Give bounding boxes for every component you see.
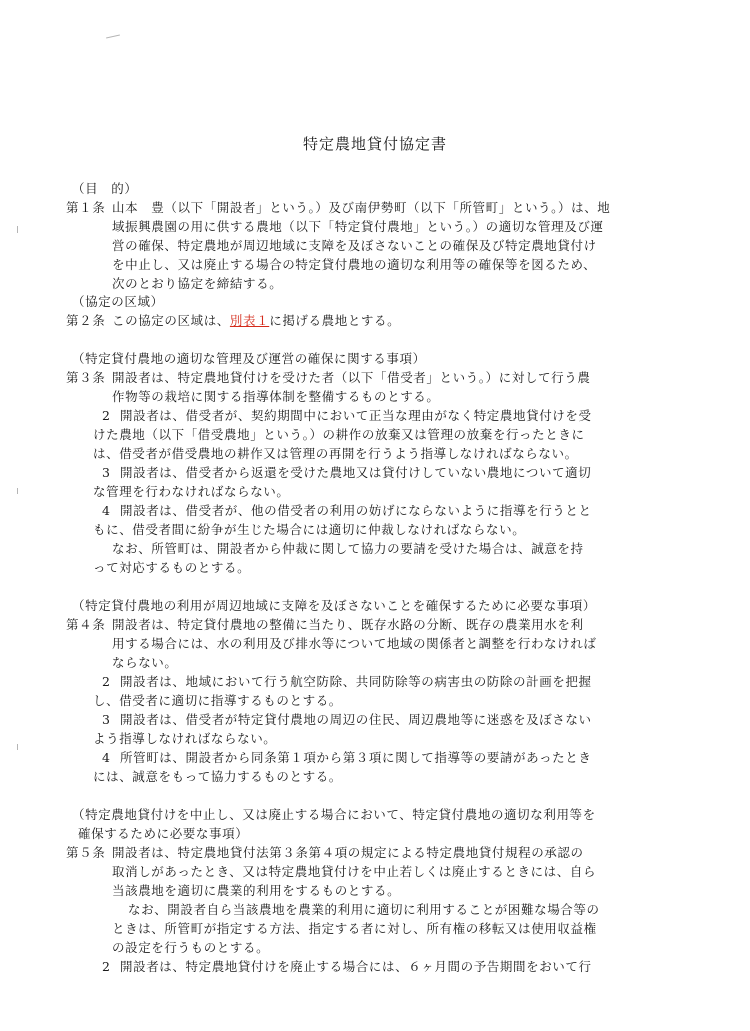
article-5-line: 第５条 開設者は、特定農地貸付法第３条第４項の規定による特定農地貸付規程の承認の [66, 845, 584, 860]
article-3-para-4: なお、所管町は、開設者から仲裁に関して協力の要請を受けた場合は、誠意を持 [112, 541, 584, 556]
article-1-line: を中止し、又は廃止する場合の特定貸付農地の適切な利用等の確保等を図るため、 [112, 257, 597, 272]
article-4-para-3: 3 開設者は、借受者が特定貸付農地の周辺の住民、周辺農地等に迷惑を及ぼさない [102, 712, 592, 727]
article-1-line: 次のとおり協定を締結する。 [112, 276, 283, 291]
article-5-number: 第５条 [66, 845, 106, 860]
article-4-line: ならない。 [112, 655, 178, 670]
article-5-para-2: 2 開設者は、特定農地貸付けを廃止する場合には、６ヶ月間の予告期間をおいて行 [102, 959, 592, 974]
article-1-heading: （目 的） [72, 181, 138, 196]
article-4-para-4: 4 所管町は、開設者から同条第１項から第３項に関して指導等の要請があったとき [102, 750, 592, 765]
article-5-line: の設定を行うものとする。 [112, 940, 270, 955]
article-5-line: ときは、所管町が指定する方法、指定する者に対し、所有権の移転又は使用収益権 [112, 921, 597, 936]
article-4-para-4: には、誠意をもって協力するものとする。 [93, 769, 342, 784]
article-5-heading: 確保するために必要な事項） [78, 826, 249, 841]
article-3-para-2: けた農地（以下「借受農地」という。）の耕作の放棄又は管理の放棄を行ったときに [93, 427, 585, 442]
article-3-para-2: 2 開設者は、借受者が、契約期間中において正当な理由がなく特定農地貸付けを受 [102, 408, 592, 423]
scan-mark [17, 226, 18, 233]
scan-mark [106, 35, 120, 39]
article-2-line: 第２条 この協定の区域は、別表１に掲げる農地とする。 [66, 313, 401, 328]
article-5-line: なお、開設者自ら当該農地を農業的利用に適切に利用することが困難な場合等の [128, 902, 600, 917]
article-2-number: 第２条 [66, 313, 106, 328]
article-3-para-3: 3 開設者は、借受者から返還を受けた農地又は貸付けしていない農地について適切 [102, 465, 592, 480]
article-5-line: 取消しがあったとき、又は特定農地貸付けを中止若しくは廃止するときには、自ら [112, 864, 597, 879]
article-2-heading: （協定の区域） [72, 294, 164, 309]
article-3-para-2: は、借受者が借受農地の耕作又は管理の再開を行うよう指導しなければならない。 [93, 446, 578, 461]
article-1-line: 第１条 山本 豊（以下「開設者」という。）及び南伊勢町（以下「所管町」という。）は、地 [66, 200, 611, 215]
scan-mark [17, 744, 18, 750]
article-3-para-3: な管理を行わなければならない。 [93, 484, 290, 499]
article-5-line: 当該農地を適切に農業的利用をするものとする。 [112, 883, 401, 898]
article-4-line: 第４条 開設者は、特定貸付農地の整備に当たり、既存水路の分断、既存の農業用水を利 [66, 617, 584, 632]
article-3-line: 第３条 開設者は、特定農地貸付けを受けた者（以下「借受者」という。）に対して行う農 [66, 370, 591, 385]
article-3-para-4: 4 開設者は、借受者が、他の借受者の利用の妨げにならないように指導を行うとと [102, 503, 592, 518]
article-4-number: 第４条 [66, 617, 106, 632]
article-4-para-3: よう指導しなければならない。 [93, 731, 277, 746]
article-4-heading: （特定貸付農地の利用が周辺地域に支障を及ぼさないことを確保するために必要な事項） [72, 598, 597, 613]
article-5-heading: （特定農地貸付けを中止し、又は廃止する場合において、特定貸付農地の適切な利用等を [72, 807, 596, 822]
article-1-line: 営の確保、特定農地が周辺地域に支障を及ぼさないことの確保及び特定農地貸付け [112, 238, 597, 253]
article-1-number: 第１条 [66, 200, 106, 215]
article-3-heading: （特定貸付農地の適切な管理及び運営の確保に関する事項） [72, 351, 426, 366]
article-4-para-2: 2 開設者は、地域において行う航空防除、共同防除等の病害虫の防除の計画を把握 [102, 674, 592, 689]
appendix-1-link[interactable]: 別表１ [229, 313, 270, 328]
article-3-para-4: って対応するものとする。 [93, 560, 251, 575]
document-title: 特定農地貸付協定書 [302, 135, 447, 153]
article-4-para-2: し、借受者に適切に指導するものとする。 [93, 693, 342, 708]
article-4-line: 用する場合には、水の利用及び排水等について地域の関係者と調整を行わなければ [112, 636, 597, 651]
article-3-para-4: もに、借受者間に紛争が生じた場合には適切に仲裁しなければならない。 [93, 522, 526, 537]
article-3-number: 第３条 [66, 370, 106, 385]
article-1-line: 域振興農園の用に供する農地（以下「特定貸付農地」という。）の適切な管理及び運 [112, 219, 604, 234]
scan-mark [17, 488, 18, 494]
article-3-line: 作物等の栽培に関する指導体制を整備するものとする。 [112, 389, 440, 404]
